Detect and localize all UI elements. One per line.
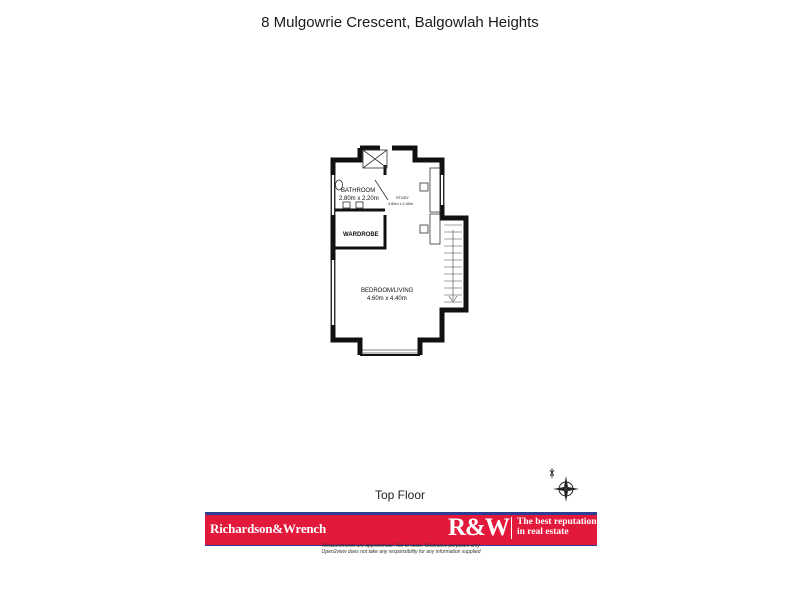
outer-walls [333, 148, 466, 355]
disclaimer-line-2: Open2view does not take any responsibility for any information supplied [321, 549, 481, 555]
room-dims-bathroom: 2.80m x 2.20m [339, 196, 379, 202]
floor-label: Top Floor [374, 488, 426, 502]
room-name-wardrobe: WARDROBE [343, 232, 379, 238]
brand-tagline [517, 517, 597, 537]
room-dims-study: 4.60m x 2.40m [388, 202, 414, 206]
disclaimer [205, 543, 597, 555]
brand-name: Richardson&Wrench [210, 521, 327, 536]
shower [363, 150, 387, 168]
tagline-line-2: in real estate [517, 527, 569, 537]
room-name-bathroom: BATHROOM [341, 188, 376, 194]
brand-logo: R&W [448, 514, 509, 541]
bathroom-fixtures [336, 180, 364, 208]
compass-rose-icon [540, 466, 584, 506]
staircase [444, 225, 462, 302]
logo-divider [511, 517, 512, 539]
tagline-line-1: The best reputation [517, 517, 597, 527]
room-name-study: STUDY [396, 196, 409, 200]
disclaimer-line-1: Measurements are approximate. Not to scale. Illustrative purposes only [322, 543, 480, 549]
page-title: 8 Mulgowrie Crescent, Balgowlah Heights [261, 14, 539, 31]
room-dims-bedroom-living: 4.60m x 4.40m [367, 296, 407, 302]
room-name-bedroom-living: BEDROOM/LIVING [361, 288, 414, 294]
study-furniture [420, 168, 440, 244]
